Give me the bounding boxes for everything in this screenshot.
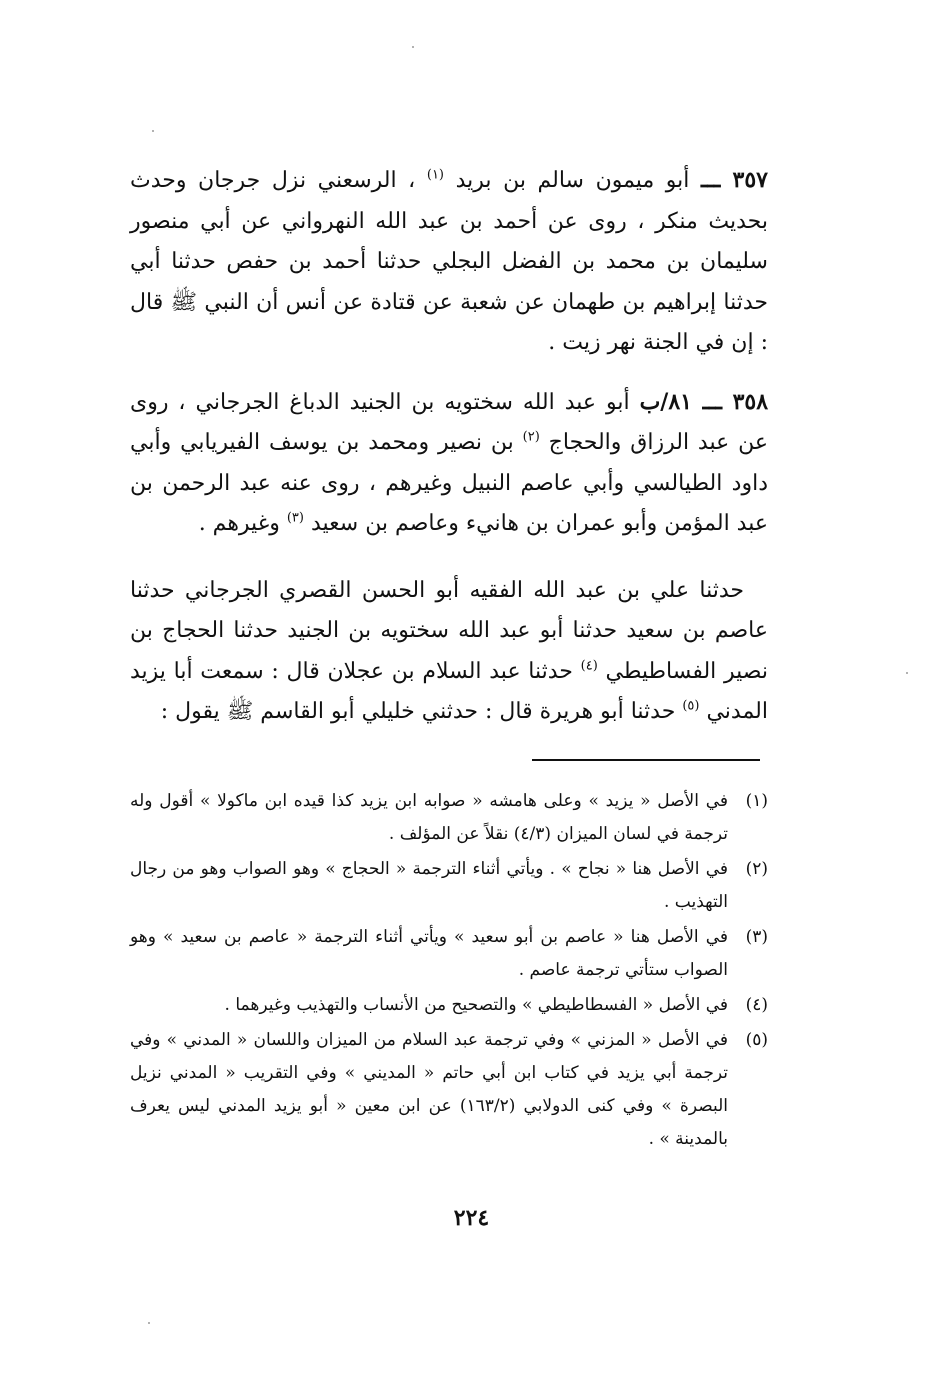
entry-text: بن نصير ومحمد بن يوسف الفيريابي وأبي داود الطيالسي وأبي عاصم النبيل وغيرهم ، روى عنه عبد الرحمن بن عبد المؤمن وأبو عمران بن هانيء وعاصم بن سعيد bbox=[130, 430, 768, 536]
paragraph-text: حدثنا عبد السلام بن عجلان قال : سمعت أبا يزيد المدني bbox=[130, 658, 768, 724]
footnote-text: في الأصل « المزني » وفي ترجمة عبد السلام من الميزان واللسان « المدني » وفي ترجمة أبي يزيد في كتاب ابن أبي حاتم « المديني » وفي التقريب « المدني نزيل البصرة » وفي كنى الدولابي (١٦٣/٢) عن ابن معين « أبو يزيد المدني ليس يعرف بالمدينة » . bbox=[130, 1030, 728, 1149]
footnote-reference: (٤) bbox=[580, 658, 598, 674]
entry-text: أبو عبد الله سختويه بن الجنيد الدباغ الجرجاني ، روى عن عبد الرزاق والحجاج bbox=[130, 389, 769, 455]
page-number: ٢٢٤ bbox=[453, 1205, 490, 1231]
footnote-reference: (٥) bbox=[682, 698, 700, 714]
scan-speck bbox=[412, 46, 414, 48]
footnotes bbox=[130, 785, 768, 1158]
paragraph-text: حدثنا علي بن عبد الله الفقيه أبو الحسن القصري الجرجاني حدثنا عاصم بن سعيد حدثنا أبو عبد الله سختويه بن الجنيد حدثنا الحجاج بن نصير الفساطيطي bbox=[130, 577, 768, 684]
scan-speck bbox=[152, 130, 154, 132]
footnote-5 bbox=[130, 1024, 768, 1156]
footnote-3 bbox=[130, 921, 768, 987]
entry-357 bbox=[130, 160, 768, 364]
footnote-text: في الأصل « الفسطاطيطي » والتصحيح من الأنساب والتهذيب وغيرهما . bbox=[224, 995, 728, 1015]
entry-number: ٣٥٨ ـــ ٨١/ب bbox=[639, 388, 769, 415]
scan-speck bbox=[906, 672, 908, 674]
paragraph-text: حدثنا أبو هريرة قال : حدثني خليلي أبو القاسم ﷺ يقول : bbox=[160, 699, 683, 724]
footnote-text: في الأصل هنا « نجاح » . ويأتي أثناء الترجمة « الحجاج » وهو الصواب وهو من رجال التهذيب . bbox=[130, 859, 728, 912]
footnote-text: في الأصل هنا « عاصم بن أبو سعيد » ويأتي أثناء الترجمة « عاصم بن سعيد » وهو الصواب ستأتي ترجمة عاصم . bbox=[130, 927, 728, 980]
scan-speck bbox=[148, 1322, 150, 1324]
entry-number: ٣٥٧ ـــ bbox=[700, 167, 768, 193]
entry-text: أبو ميمون سالم بن بريد bbox=[444, 168, 701, 193]
footnote-text: في الأصل « يزيد » وعلى هامشه « صوابه ابن يزيد كذا قيده ابن ماكولا » أقول وله ترجمة في لسان الميزان (٤/٣) نقلاً عن المؤلف . bbox=[130, 791, 728, 844]
entry-text: ، الرسعني نزل جرجان وحدث بحديث منكر ، روى عن أحمد بن عبد الله النهرواني عن أبي منصور سليمان بن محمد بن الفضل البجلي حدثنا أحمد بن حفص حدثنا أبي حدثنا إبراهيم بن طهمان عن شعبة عن قتادة عن أنس أن النبي ﷺ قال : إن في الجنة نهر زيت . bbox=[130, 168, 768, 355]
footnote-number: (٥) bbox=[745, 1030, 768, 1050]
footnote-2 bbox=[130, 853, 768, 919]
footnote-number: (١) bbox=[745, 791, 768, 811]
footnote-number: (٤) bbox=[745, 995, 768, 1015]
footnote-reference: (٣) bbox=[286, 510, 304, 526]
footnote-divider bbox=[532, 759, 760, 761]
footnote-number: (٣) bbox=[745, 927, 768, 947]
main-text bbox=[130, 160, 768, 751]
footnote-reference: (٢) bbox=[522, 429, 540, 445]
footnote-reference: (١) bbox=[426, 167, 444, 183]
entry-text: وغيرهم . bbox=[198, 511, 287, 536]
footnote-1 bbox=[130, 785, 768, 851]
footnote-number: (٢) bbox=[745, 859, 768, 879]
hadith-paragraph bbox=[130, 571, 768, 733]
entry-358 bbox=[130, 382, 768, 545]
footnote-4 bbox=[130, 989, 768, 1022]
